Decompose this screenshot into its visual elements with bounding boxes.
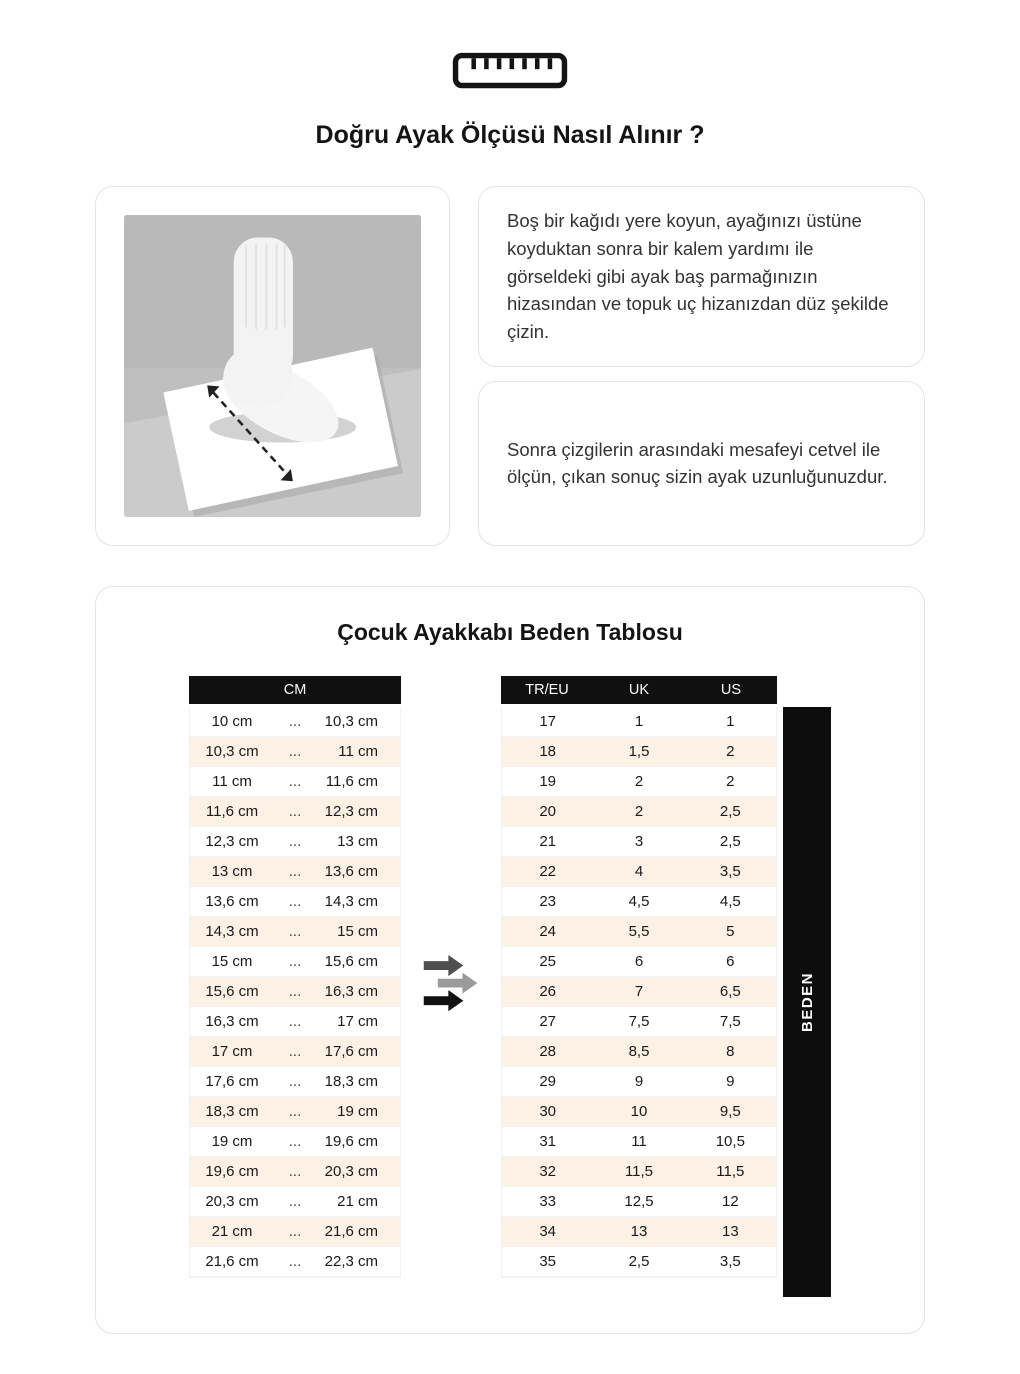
table-cell: ...	[288, 1073, 302, 1090]
table-row	[502, 797, 776, 827]
table-cell: 4,5	[719, 893, 741, 910]
ruler-icon	[451, 50, 569, 97]
table-cell: 2,5	[719, 803, 741, 820]
table-row	[190, 1187, 400, 1217]
table-cell: 12	[721, 1193, 739, 1210]
table-cell: 18	[539, 743, 556, 760]
table-cell: 18,3 cm	[324, 1073, 378, 1090]
photo-card	[95, 186, 450, 546]
table-cell: 2	[726, 743, 735, 760]
table-row	[502, 917, 776, 947]
table-cell: 32	[539, 1163, 556, 1180]
table-cell: 17,6 cm	[324, 1043, 378, 1060]
table-cell: 7	[634, 983, 644, 1000]
table-cell: ...	[288, 1133, 302, 1150]
table-row	[502, 857, 776, 887]
size-table-rows	[501, 707, 777, 1278]
table-cell: 19	[539, 773, 556, 790]
double-right-arrows-icon	[422, 953, 480, 1020]
table-cell: 19 cm	[211, 1133, 253, 1150]
table-cell: 13,6 cm	[205, 893, 259, 910]
table-cell: 14,3 cm	[205, 923, 259, 940]
table-row	[502, 1037, 776, 1067]
table-cell: ...	[288, 983, 302, 1000]
table-row	[502, 1187, 776, 1217]
table-row	[502, 977, 776, 1007]
table-row	[502, 1097, 776, 1127]
table-cell: 4	[634, 863, 644, 880]
size-table-group	[501, 676, 831, 1297]
beden-sidebar	[783, 707, 831, 1297]
table-row	[502, 887, 776, 917]
table-cell: 8	[726, 1043, 735, 1060]
table-cell: 21 cm	[211, 1223, 253, 1240]
table-cell: 19,6 cm	[324, 1133, 378, 1150]
step-2-text: Sonra çizgilerin arasındaki mesafeyi cetvel ile ölçün, çıkan sonuç sizin ayak uzunluğunuzdur.	[507, 438, 888, 488]
table-cell: 4,5	[628, 893, 650, 910]
instruction-steps	[478, 186, 925, 546]
table-cell: ...	[288, 953, 302, 970]
table-cell: 11,6 cm	[325, 773, 378, 790]
table-cell: 1	[726, 713, 735, 730]
table-cell: 17	[539, 713, 556, 730]
table-cell: ...	[288, 1223, 302, 1240]
table-row	[190, 1157, 400, 1187]
table-cell: 16,3 cm	[205, 1013, 259, 1030]
page-header	[95, 50, 925, 150]
table-row	[190, 1247, 400, 1277]
step-card-1	[478, 186, 925, 367]
table-row	[190, 1067, 400, 1097]
table-cell: 20,3 cm	[324, 1163, 378, 1180]
step-card-2	[478, 381, 925, 546]
table-row	[190, 737, 400, 767]
table-cell: 16,3 cm	[324, 983, 378, 1000]
table-cell: ...	[288, 1253, 302, 1270]
table-cell: 9,5	[719, 1103, 741, 1120]
table-cell: 11 cm	[338, 743, 378, 760]
table-cell: 17,6 cm	[205, 1073, 259, 1090]
table-cell: 1,5	[628, 743, 650, 760]
table-cell: 2	[634, 773, 644, 790]
table-cell: 20	[539, 803, 556, 820]
table-cell: 3,5	[719, 1253, 741, 1270]
table-cell: 10,5	[715, 1133, 745, 1150]
table-cell: 22	[539, 863, 556, 880]
table-cell: ...	[288, 1163, 302, 1180]
table-cell: 13 cm	[211, 863, 253, 880]
table-cell: 23	[539, 893, 556, 910]
table-cell: 33	[539, 1193, 556, 1210]
table-cell: 6	[634, 953, 644, 970]
table-cell: 21	[539, 833, 556, 850]
table-cell: 21,6 cm	[324, 1223, 378, 1240]
table-cell: 21,6 cm	[205, 1253, 259, 1270]
table-cell: ...	[288, 1043, 302, 1060]
table-cell: 27	[539, 1013, 556, 1030]
table-row	[190, 1127, 400, 1157]
table-cell: 21 cm	[337, 1193, 378, 1210]
size-chart-title: Çocuk Ayakkabı Beden Tablosu	[337, 619, 683, 645]
table-row	[502, 1157, 776, 1187]
beden-label: BEDEN	[798, 971, 816, 1032]
table-cell: 1	[634, 713, 644, 730]
table-cell: 3	[634, 833, 644, 850]
table-row	[190, 857, 400, 887]
table-cell: 11,5	[716, 1163, 745, 1180]
table-cell: 11,5	[624, 1163, 654, 1180]
table-cell: 22,3 cm	[324, 1253, 378, 1270]
cm-table-header	[189, 676, 401, 704]
table-cell: 17 cm	[337, 1013, 378, 1030]
table-row	[190, 707, 400, 737]
size-chart-tables	[96, 676, 924, 1297]
table-cell: 12,5	[624, 1193, 654, 1210]
table-row	[190, 1217, 400, 1247]
table-row	[190, 977, 400, 1007]
table-row	[502, 707, 776, 737]
table-row	[502, 1007, 776, 1037]
table-row	[190, 887, 400, 917]
table-row	[502, 1067, 776, 1097]
table-row	[190, 1037, 400, 1067]
table-cell: 34	[539, 1223, 556, 1240]
table-cell: 12,3 cm	[324, 803, 378, 820]
table-row	[190, 917, 400, 947]
cm-table	[189, 676, 401, 1278]
table-cell: 3,5	[719, 863, 741, 880]
table-cell: 6	[726, 953, 735, 970]
size-header-tr-eu: TR/EU	[525, 682, 569, 698]
table-cell: ...	[288, 773, 302, 790]
table-row	[502, 1247, 776, 1277]
table-row	[190, 797, 400, 827]
table-cell: ...	[288, 923, 302, 940]
table-row	[502, 947, 776, 977]
table-cell: 19,6 cm	[205, 1163, 259, 1180]
table-cell: 10,3 cm	[324, 713, 378, 730]
cm-table-rows	[189, 707, 401, 1278]
table-row	[502, 1127, 776, 1157]
table-row	[190, 767, 400, 797]
table-cell: 13 cm	[337, 833, 378, 850]
table-cell: 7,5	[719, 1013, 741, 1030]
table-row	[190, 1097, 400, 1127]
table-cell: 2	[726, 773, 735, 790]
table-cell: ...	[288, 1103, 302, 1120]
table-cell: ...	[288, 743, 302, 760]
table-cell: 10,3 cm	[205, 743, 259, 760]
table-cell: ...	[288, 833, 302, 850]
table-cell: ...	[288, 803, 302, 820]
table-cell: 13,6 cm	[324, 863, 378, 880]
table-cell: ...	[288, 893, 302, 910]
foot-measurement-image	[124, 215, 421, 517]
table-row	[502, 1217, 776, 1247]
table-cell: 15 cm	[211, 953, 253, 970]
table-cell: 26	[539, 983, 556, 1000]
table-cell: 5	[726, 923, 735, 940]
size-chart-card	[95, 586, 925, 1334]
size-table	[501, 676, 777, 1278]
table-cell: 15,6 cm	[324, 953, 378, 970]
table-cell: 2,5	[719, 833, 741, 850]
instructions-section	[95, 186, 925, 546]
table-cell: 30	[539, 1103, 556, 1120]
table-cell: 14,3 cm	[324, 893, 378, 910]
table-cell: 11,6 cm	[205, 803, 259, 820]
table-cell: 17 cm	[211, 1043, 253, 1060]
table-row	[190, 947, 400, 977]
table-cell: 7,5	[628, 1013, 650, 1030]
table-cell: ...	[288, 713, 302, 730]
table-cell: 10	[630, 1103, 648, 1120]
table-row	[190, 827, 400, 857]
page-title: Doğru Ayak Ölçüsü Nasıl Alınır ?	[315, 121, 705, 149]
table-cell: 15,6 cm	[205, 983, 259, 1000]
table-cell: 13	[630, 1223, 648, 1240]
table-cell: 28	[539, 1043, 556, 1060]
table-row	[502, 767, 776, 797]
table-cell: ...	[288, 863, 302, 880]
table-cell: 2,5	[628, 1253, 650, 1270]
table-cell: 2	[634, 803, 644, 820]
table-cell: 11 cm	[212, 773, 252, 790]
table-cell: 19 cm	[337, 1103, 378, 1120]
table-cell: 20,3 cm	[205, 1193, 259, 1210]
table-cell: 18,3 cm	[205, 1103, 259, 1120]
size-header-us: US	[720, 682, 742, 698]
cm-header-label: CM	[283, 682, 307, 698]
step-1-text: Boş bir kağıdı yere koyun, ayağınızı üstüne koyduktan sonra bir kalem yardımı ile görseldeki gibi ayak baş parmağınızın hizasından ve topuk uç hizanızdan düz şekilde çizin.	[507, 210, 889, 342]
table-cell: 25	[539, 953, 556, 970]
table-cell: 9	[726, 1073, 735, 1090]
table-cell: ...	[288, 1013, 302, 1030]
table-cell: 12,3 cm	[205, 833, 259, 850]
size-table-header	[501, 676, 777, 704]
table-cell: 10 cm	[211, 713, 253, 730]
table-cell: 29	[539, 1073, 556, 1090]
table-cell: 5,5	[628, 923, 650, 940]
table-cell: 9	[634, 1073, 644, 1090]
table-cell: 31	[539, 1133, 556, 1150]
table-cell: 6,5	[719, 983, 741, 1000]
table-cell: 13	[721, 1223, 739, 1240]
table-cell: 11	[631, 1133, 647, 1150]
table-cell: 8,5	[628, 1043, 650, 1060]
size-header-uk: UK	[628, 682, 650, 698]
table-row	[502, 827, 776, 857]
table-cell: 24	[539, 923, 556, 940]
table-row	[190, 1007, 400, 1037]
table-cell: 35	[539, 1253, 556, 1270]
table-row	[502, 737, 776, 767]
table-cell: ...	[288, 1193, 302, 1210]
table-cell: 15 cm	[337, 923, 378, 940]
